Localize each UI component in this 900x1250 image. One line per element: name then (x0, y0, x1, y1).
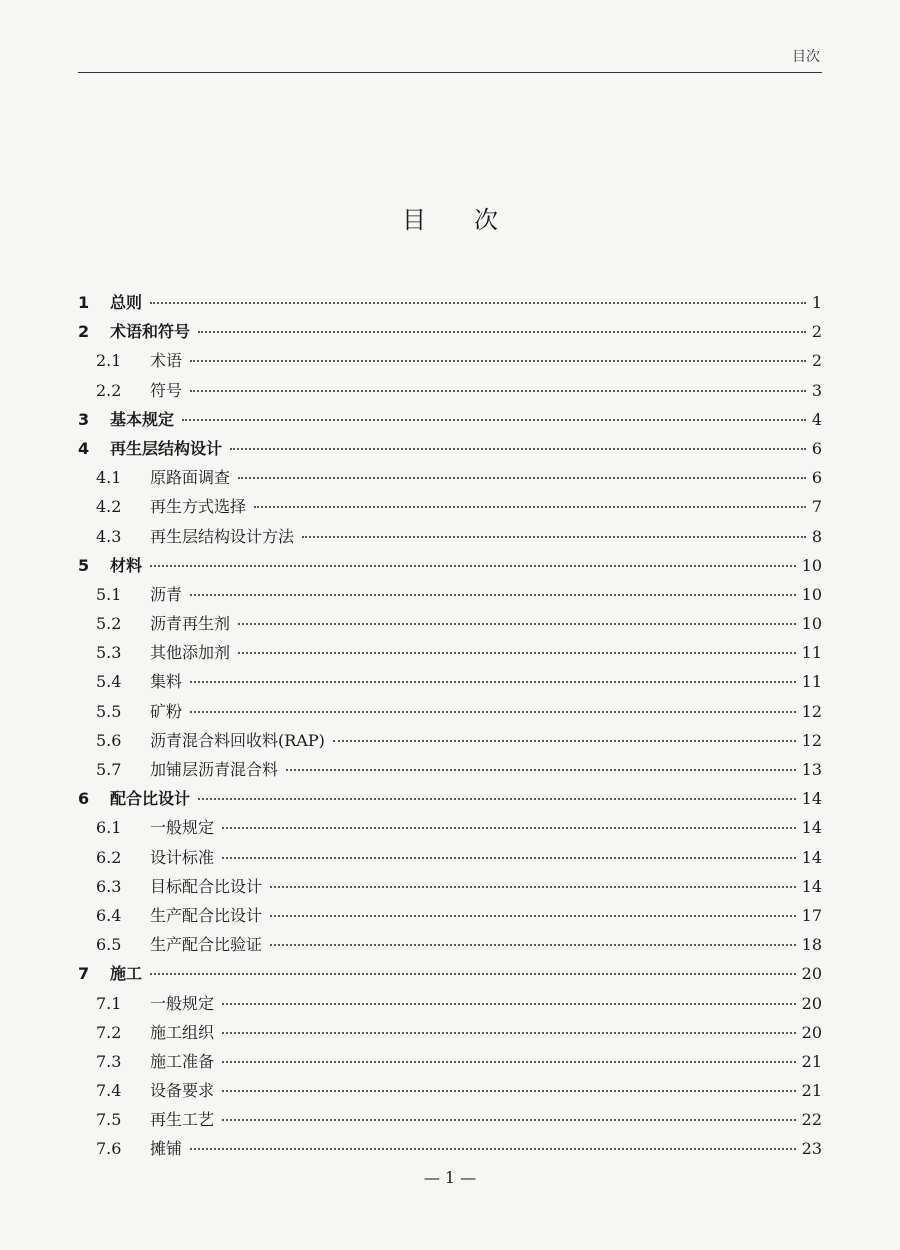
toc-entry-title: 再生工艺 (150, 1110, 215, 1130)
dot-leader (150, 565, 796, 567)
toc-entry-title: 施工组织 (150, 1022, 215, 1042)
dot-leader (302, 536, 806, 538)
toc-entry-title: 原路面调查 (150, 468, 231, 488)
toc-entry-page: 11 (801, 672, 822, 692)
toc-entry[interactable] (78, 319, 822, 348)
title-char-1: 目 (402, 206, 426, 234)
dot-leader (150, 302, 806, 304)
toc-entry[interactable] (78, 903, 822, 932)
toc-entry-number: 3 (78, 409, 90, 429)
dot-leader (190, 681, 796, 683)
toc-entry-title: 总则 (110, 293, 143, 312)
toc-entry-title: 加铺层沥青混合料 (150, 760, 279, 779)
toc-entry-number: 7.6 (96, 1139, 122, 1159)
toc-entry-page: 20 (801, 1022, 822, 1042)
toc-entry-page: 10 (801, 555, 822, 575)
dot-leader (190, 711, 796, 713)
dot-leader (230, 448, 806, 450)
toc-entry[interactable] (78, 699, 822, 728)
toc-entry-title: 集料 (150, 672, 183, 692)
toc-entry[interactable] (78, 1020, 822, 1049)
toc-entry-title: 再生层结构设计方法 (150, 526, 295, 546)
toc-entry[interactable] (78, 815, 822, 844)
dot-leader (190, 360, 806, 362)
toc-entry[interactable] (78, 465, 822, 494)
toc-entry[interactable] (78, 348, 822, 377)
toc-entry-title: 生产配合比设计 (150, 905, 263, 925)
toc-entry[interactable] (78, 845, 822, 874)
toc-entry-page: 23 (801, 1139, 822, 1159)
toc-entry[interactable] (78, 991, 822, 1020)
dot-leader (222, 1032, 796, 1034)
toc-entry-page: 17 (801, 905, 822, 925)
toc-entry-title: 材料 (110, 555, 143, 575)
toc-entry-page: 10 (801, 614, 822, 634)
toc-entry-number: 6.4 (96, 905, 122, 925)
toc-entry[interactable] (78, 378, 822, 407)
toc-entry-page: 6 (811, 468, 822, 488)
toc-entry-number: 5 (78, 555, 90, 575)
toc-entry-title: 配合比设计 (110, 789, 191, 809)
toc-entry-title: 再生方式选择 (150, 497, 247, 517)
toc-entry-page: 13 (801, 760, 822, 779)
dot-leader (254, 506, 806, 508)
toc-entry-page: 7 (811, 497, 822, 517)
dot-leader (222, 1061, 796, 1063)
toc-entry-number: 6.1 (96, 818, 122, 838)
toc-entry-page: 2 (811, 322, 822, 342)
toc-entry-number: 5.5 (96, 701, 122, 721)
dot-leader (190, 390, 806, 392)
toc-entry[interactable] (78, 1049, 822, 1078)
toc-entry[interactable] (78, 290, 822, 319)
dot-leader (238, 652, 796, 654)
toc-entry-page: 8 (811, 526, 822, 546)
toc-entry-number: 7.2 (96, 1022, 122, 1042)
toc-entry[interactable] (78, 1107, 822, 1136)
header-rule (78, 72, 822, 73)
toc-entry-number: 7 (78, 964, 90, 984)
toc-entry[interactable] (78, 1136, 822, 1165)
toc-entry-page: 21 (801, 1051, 822, 1071)
toc-entry-page: 2 (811, 351, 822, 371)
toc-entry[interactable] (78, 757, 822, 786)
dot-leader (270, 944, 796, 946)
toc-entry-number: 5.3 (96, 643, 122, 663)
dot-leader (190, 1148, 796, 1150)
toc-entry-title: 施工 (110, 964, 143, 984)
toc-entry-number: 4.1 (96, 468, 122, 488)
toc-entry-page: 10 (801, 584, 822, 604)
toc-entry-number: 6.2 (96, 847, 122, 867)
toc-entry-number: 2.2 (96, 380, 122, 400)
toc-entry-title: 沥青混合料回收料(RAP) (150, 730, 325, 750)
toc-entry-number: 4.2 (96, 497, 122, 517)
toc-entry[interactable] (78, 582, 822, 611)
toc-entry-page: 14 (801, 818, 822, 838)
toc-entry-number: 5.1 (96, 584, 122, 604)
toc-entry-number: 4.3 (96, 526, 122, 546)
toc-entry-title: 术语和符号 (110, 322, 191, 342)
dot-leader (190, 594, 796, 596)
running-head: 目次 (792, 49, 820, 65)
toc-entry-title: 设备要求 (150, 1081, 215, 1101)
toc-entry-page: 20 (801, 964, 822, 984)
toc-entry-number: 7.5 (96, 1110, 122, 1130)
dot-leader (198, 798, 796, 800)
toc-entry-title: 沥青再生剂 (150, 614, 231, 634)
dot-leader (270, 886, 796, 888)
toc-entry-page: 12 (801, 701, 822, 721)
toc-entry-page: 3 (811, 380, 822, 400)
toc-entry-number: 6 (78, 789, 90, 809)
toc-entry[interactable] (78, 640, 822, 669)
toc-entry-number: 7.3 (96, 1051, 122, 1071)
toc-entry-page: 18 (801, 935, 822, 955)
toc-entry-title: 其他添加剂 (150, 643, 231, 663)
toc-entry-number: 5.7 (96, 760, 122, 779)
toc-entry-title: 目标配合比设计 (150, 876, 263, 896)
dot-leader (238, 623, 796, 625)
toc-entry[interactable] (78, 494, 822, 523)
dot-leader (222, 1090, 796, 1092)
toc-entry-title: 生产配合比验证 (150, 935, 263, 955)
toc-entry-page: 6 (811, 438, 822, 458)
toc-entry[interactable] (78, 611, 822, 640)
dot-leader (182, 419, 806, 421)
dot-leader (222, 1119, 796, 1121)
toc-entry-title: 一般规定 (150, 818, 215, 838)
toc-entry[interactable] (78, 932, 822, 961)
dot-leader (286, 769, 796, 771)
toc-entry[interactable] (78, 436, 822, 465)
dot-leader (198, 331, 806, 333)
toc-entry-page: 20 (801, 993, 822, 1013)
toc-entry-title: 摊铺 (150, 1139, 183, 1159)
toc-entry-number: 5.6 (96, 730, 122, 750)
toc-entry-title: 基本规定 (110, 409, 175, 429)
page-title (0, 200, 900, 235)
dot-leader (222, 857, 796, 859)
dot-leader (270, 915, 796, 917)
toc-entry-number: 7.1 (96, 993, 122, 1013)
toc-entry-title: 施工准备 (150, 1051, 215, 1071)
toc-entry-page: 14 (801, 847, 822, 867)
toc-entry-title: 沥青 (150, 584, 183, 604)
toc-entry-page: 11 (801, 643, 822, 663)
dot-leader (333, 740, 796, 742)
dot-leader (150, 973, 796, 975)
toc-entry[interactable] (78, 961, 822, 990)
toc-entry-title: 术语 (150, 351, 183, 371)
dot-leader (222, 1003, 796, 1005)
toc-entry-title: 符号 (150, 380, 183, 400)
toc-entry[interactable] (78, 786, 822, 815)
toc-entry-number: 5.4 (96, 672, 122, 692)
toc-entry[interactable] (78, 669, 822, 698)
toc-entry-number: 4 (78, 438, 90, 458)
toc-entry[interactable] (78, 874, 822, 903)
toc-entry-number: 7.4 (96, 1081, 122, 1101)
toc-entry[interactable] (78, 407, 822, 436)
toc-entry[interactable] (78, 728, 822, 757)
toc-entry-page: 22 (801, 1110, 822, 1130)
toc-entry[interactable] (78, 553, 822, 582)
toc-entry-number: 6.3 (96, 876, 122, 896)
toc-entry-title: 设计标准 (150, 847, 215, 867)
toc-entry-title: 矿粉 (150, 701, 183, 721)
toc-entry-number: 2 (78, 322, 90, 342)
toc-entry[interactable] (78, 524, 822, 553)
table-of-contents (78, 290, 822, 1166)
title-char-2: 次 (474, 206, 498, 234)
toc-entry[interactable] (78, 1078, 822, 1107)
dot-leader (222, 827, 796, 829)
dot-leader (238, 477, 806, 479)
toc-entry-page: 12 (801, 730, 822, 750)
toc-entry-number: 6.5 (96, 935, 122, 955)
toc-entry-number: 1 (78, 293, 90, 312)
toc-entry-number: 5.2 (96, 614, 122, 634)
toc-entry-page: 1 (811, 293, 822, 312)
toc-entry-page: 14 (801, 789, 822, 809)
toc-entry-title: 再生层结构设计 (110, 438, 223, 458)
toc-entry-page: 21 (801, 1081, 822, 1101)
toc-entry-page: 14 (801, 876, 822, 896)
toc-entry-title: 一般规定 (150, 993, 215, 1013)
page-number: — 1 — (423, 1168, 477, 1187)
toc-entry-number: 2.1 (96, 351, 122, 371)
toc-entry-page: 4 (811, 409, 822, 429)
